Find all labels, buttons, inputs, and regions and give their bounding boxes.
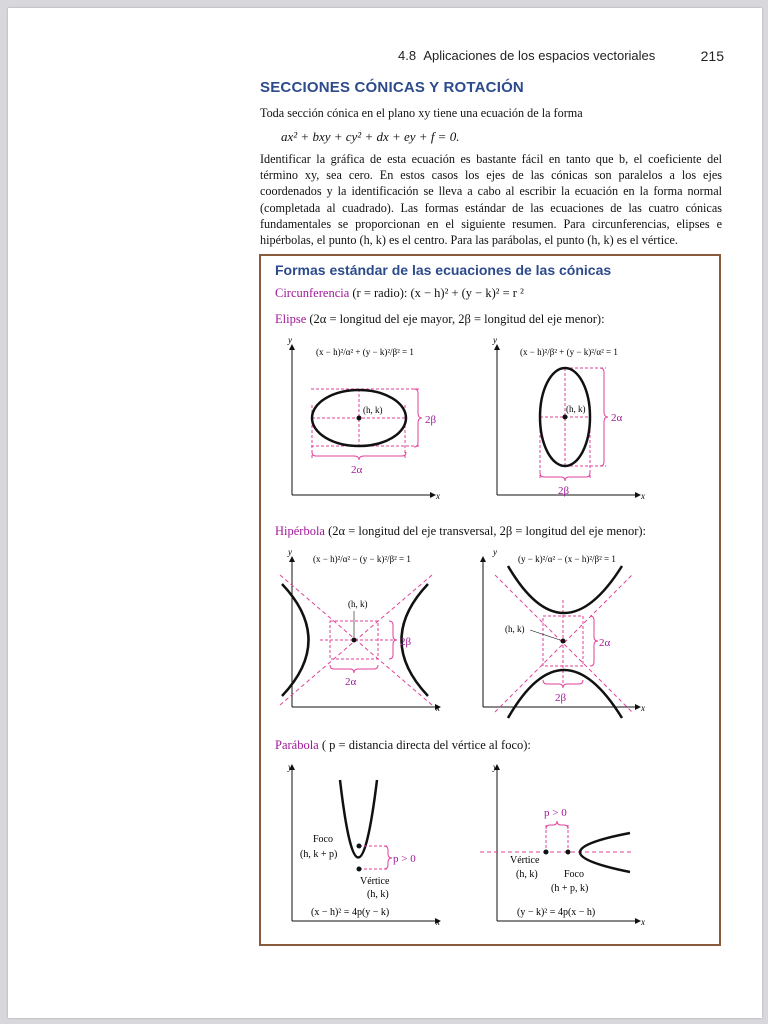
circle-label: Circunferencia (275, 286, 350, 300)
x-axis-label: x (641, 917, 645, 927)
center-point (352, 638, 357, 643)
x-axis-label: x (641, 491, 645, 501)
focus-label: Foco (564, 869, 584, 880)
two-alpha-label: 2α (345, 676, 357, 688)
y-axis-label: y (288, 762, 292, 772)
two-beta-label: 2β (555, 692, 567, 704)
y-axis-label: y (493, 762, 497, 772)
parabola-vertical-figure (287, 762, 440, 927)
hyperbola-branch-left (282, 584, 309, 696)
brace-2alpha (600, 368, 608, 466)
parabola-equation: (x − h)² = 4p(y − k) (311, 907, 390, 918)
parabola-description: ( p = distancia directa del vértice al foco): (321, 738, 531, 752)
parabola-horizontal-figure (480, 762, 645, 927)
hyperbola-description: (2α = longitud del eje transversal, 2β = longitud del eje menor): (328, 524, 647, 538)
vertex-coordinates: (h, k) (367, 889, 389, 900)
two-alpha-label: 2α (599, 637, 611, 649)
x-axis-label: x (641, 703, 645, 713)
ellipse-equation: (x − h)²/α² + (y − k)²/β² = 1 (316, 347, 414, 357)
center-label: (h, k) (505, 624, 525, 634)
parabola-label: Parábola (275, 738, 319, 752)
two-alpha-label: 2α (351, 464, 363, 476)
brace-2alpha (330, 665, 378, 673)
body-paragraph: Identificar la gráfica de esta ecuación es bastante fácil en tanto que b, el coeficiente del término xy, sea cero. En estos casos los ejes de las cónicas son paralelos a los ejes coordenados y la identificación se lleva a cabo al escribir la ecuación en la forma normal (completada al cuadrado). Las formas estándar de las ecuaciones de las cuatro cónicas fundamentales se proporcionan en el siguiente resumen. Para circunferencias, elipses e hipérbolas, el punto (h, k) es el centro. Para las parábolas, el punto (h, k) es el vértice. (260, 152, 722, 248)
y-axis-label: y (493, 547, 497, 557)
focus-label: Foco (313, 834, 333, 845)
focus-point (566, 850, 571, 855)
ellipse-equation: (x − h)²/β² + (y − k)²/α² = 1 (520, 347, 618, 357)
x-axis-label: x (436, 491, 440, 501)
brace-2beta (540, 473, 590, 481)
two-beta-label: 2β (425, 414, 437, 426)
y-axis-label: y (288, 335, 292, 345)
x-axis-label: x (436, 703, 440, 713)
hyperbola-vertical-figure (483, 547, 645, 718)
center-label: (h, k) (348, 599, 368, 609)
focus-coordinates: (h, k + p) (300, 849, 338, 860)
page-number: 215 (700, 48, 724, 64)
p-positive-label: p > 0 (393, 853, 416, 865)
hyperbola-horizontal-figure (280, 547, 440, 713)
p-positive-label: p > 0 (544, 807, 567, 819)
center-label: (h, k) (363, 405, 383, 415)
vertex-point (544, 850, 549, 855)
two-beta-label: 2β (400, 636, 412, 648)
brace-p (546, 821, 568, 829)
vertex-point (357, 867, 362, 872)
vertex-label: Vértice (360, 876, 390, 887)
intro-text: Toda sección cónica en el plano xy tiene una ecuación de la forma (260, 106, 583, 120)
circle-equation: (r = radio): (x − h)² + (y − k)² = r ² (352, 286, 524, 300)
center-point (357, 416, 362, 421)
ellipse-vertical-figure (492, 335, 645, 501)
center-point (563, 415, 568, 420)
brace-2alpha (312, 452, 406, 460)
two-alpha-label: 2α (611, 412, 623, 424)
summary-box-title: Formas estándar de las ecuaciones de las cónicas (275, 262, 612, 278)
hyperbola-equation: (y − k)²/α² − (x − h)²/β² = 1 (518, 554, 616, 564)
vertex-coordinates: (h, k) (516, 869, 538, 880)
y-axis-label: y (288, 547, 292, 557)
center-point (561, 639, 566, 644)
vertex-label: Vértice (510, 855, 540, 866)
hyperbola-equation: (x − h)²/α² − (y − k)²/β² = 1 (313, 554, 411, 564)
header-section: 4.8 Aplicaciones de los espacios vectoriales (398, 48, 656, 63)
ellipse-description: (2α = longitud del eje mayor, 2β = longitud del eje menor): (309, 312, 605, 326)
hyperbola-label: Hipérbola (275, 524, 325, 538)
parabola-equation: (y − k)² = 4p(x − h) (517, 907, 596, 918)
hyperbola-branch-top (508, 566, 622, 613)
focus-point (357, 844, 362, 849)
two-beta-label: 2β (558, 485, 570, 497)
focus-coordinates: (h + p, k) (551, 883, 589, 894)
brace-2alpha (590, 616, 598, 666)
general-equation: ax² + bxy + cy² + dx + ey + f = 0. (281, 129, 460, 144)
ellipse-label: Elipse (275, 312, 307, 326)
brace-2beta (414, 389, 422, 447)
brace-p (384, 846, 392, 869)
section-heading: SECCIONES CÓNICAS Y ROTACIÓN (260, 79, 524, 96)
y-axis-label: y (493, 335, 497, 345)
ellipse-horizontal-figure (287, 335, 440, 501)
x-axis-label: x (436, 917, 440, 927)
center-label: (h, k) (566, 404, 586, 414)
